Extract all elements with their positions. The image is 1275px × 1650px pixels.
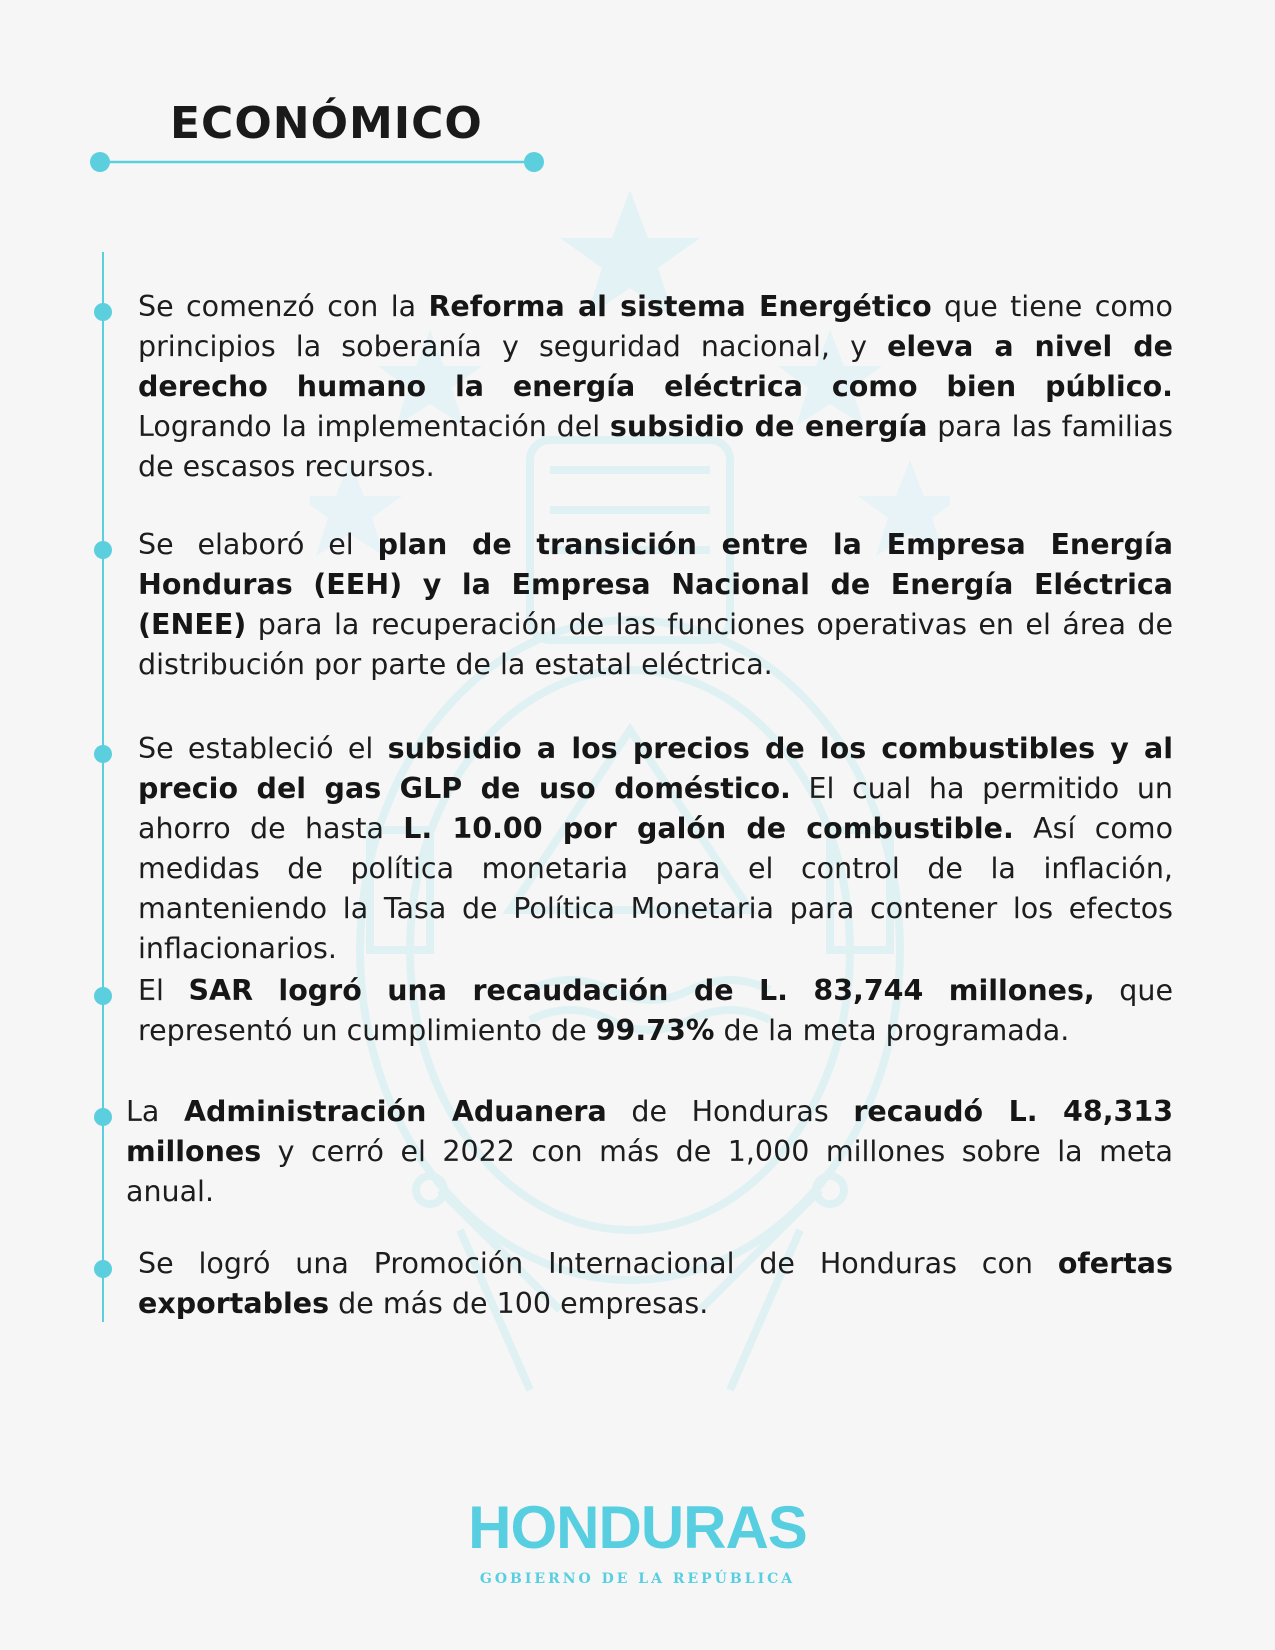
bullet-dot-icon [94, 745, 112, 763]
body-text: de más de 100 empresas. [329, 1287, 709, 1320]
body-text: y cerró el 2022 con más de 1,000 millones sobre la meta anual. [126, 1135, 1173, 1208]
bullet-dot-icon [94, 1260, 112, 1278]
bold-text: plan de transición entre la Empresa Energía Honduras (EEH) y la Empresa Nacional de Energía Eléctrica (ENEE) [138, 528, 1173, 641]
bold-text: eleva a nivel de derecho humano la energía eléctrica como bien público. [138, 330, 1173, 403]
body-text: La [126, 1095, 184, 1128]
list-item [138, 525, 1173, 685]
body-text: Se estableció el [138, 732, 388, 765]
body-text: Se comenzó con la [138, 290, 429, 323]
title-divider [90, 150, 550, 174]
bullet-dot-icon [94, 541, 112, 559]
bold-text: 99.73% [595, 1014, 715, 1047]
bold-text: ofertas exportables [138, 1247, 1173, 1320]
bold-text: L. 10.00 por galón de combustible. [403, 812, 1014, 845]
bold-text: subsidio a los precios de los combustibles y al precio del gas GLP de uso doméstico. [138, 732, 1173, 805]
list-item [126, 1092, 1173, 1212]
body-text: de Honduras [606, 1095, 854, 1128]
brand-logo: HONDURAS [468, 1494, 807, 1561]
page-title: ECONÓMICO [170, 98, 483, 149]
body-text: de la meta programada. [714, 1014, 1070, 1047]
bullet-dot-icon [94, 303, 112, 321]
body-text: Así como medidas de política monetaria para el control de la inflación, manteniendo la Tasa de Política Monetaria para contener los efectos inflacionarios. [138, 812, 1174, 965]
bold-text: subsidio de energía [609, 410, 928, 443]
list-item [138, 1244, 1173, 1324]
body-text: El [138, 974, 189, 1007]
body-text: para la recuperación de las funciones operativas en el área de distribución por parte de la estatal eléctrica. [138, 608, 1173, 681]
bold-text: Reforma al sistema Energético [428, 290, 932, 323]
bold-text: recaudó L. 48,313 millones [126, 1095, 1174, 1168]
body-text: Se logró una Promoción Internacional de Honduras con [138, 1247, 1058, 1280]
body-text: Logrando la implementación del [138, 410, 610, 443]
bullet-dot-icon [94, 987, 112, 1005]
list-item [138, 287, 1173, 487]
body-text: Se elaboró el [138, 528, 378, 561]
bullet-dot-icon [94, 1108, 112, 1126]
body-text: El cual ha permitido un ahorro de hasta [138, 772, 1173, 845]
body-text: para las familias de escasos recursos. [138, 410, 1173, 483]
brand-subtitle: GOBIERNO DE LA REPÚBLICA [479, 1571, 796, 1587]
list-item [138, 729, 1173, 969]
body-text: que tiene como principios la soberanía y seguridad nacional, y [138, 290, 1173, 363]
bold-text: SAR logró una recaudación de L. 83,744 millones, [188, 974, 1095, 1007]
body-text: que representó un cumplimiento de [138, 974, 1173, 1047]
list-item [138, 971, 1173, 1051]
bold-text: Administración Aduanera [183, 1095, 607, 1128]
timeline-line [102, 252, 104, 1322]
